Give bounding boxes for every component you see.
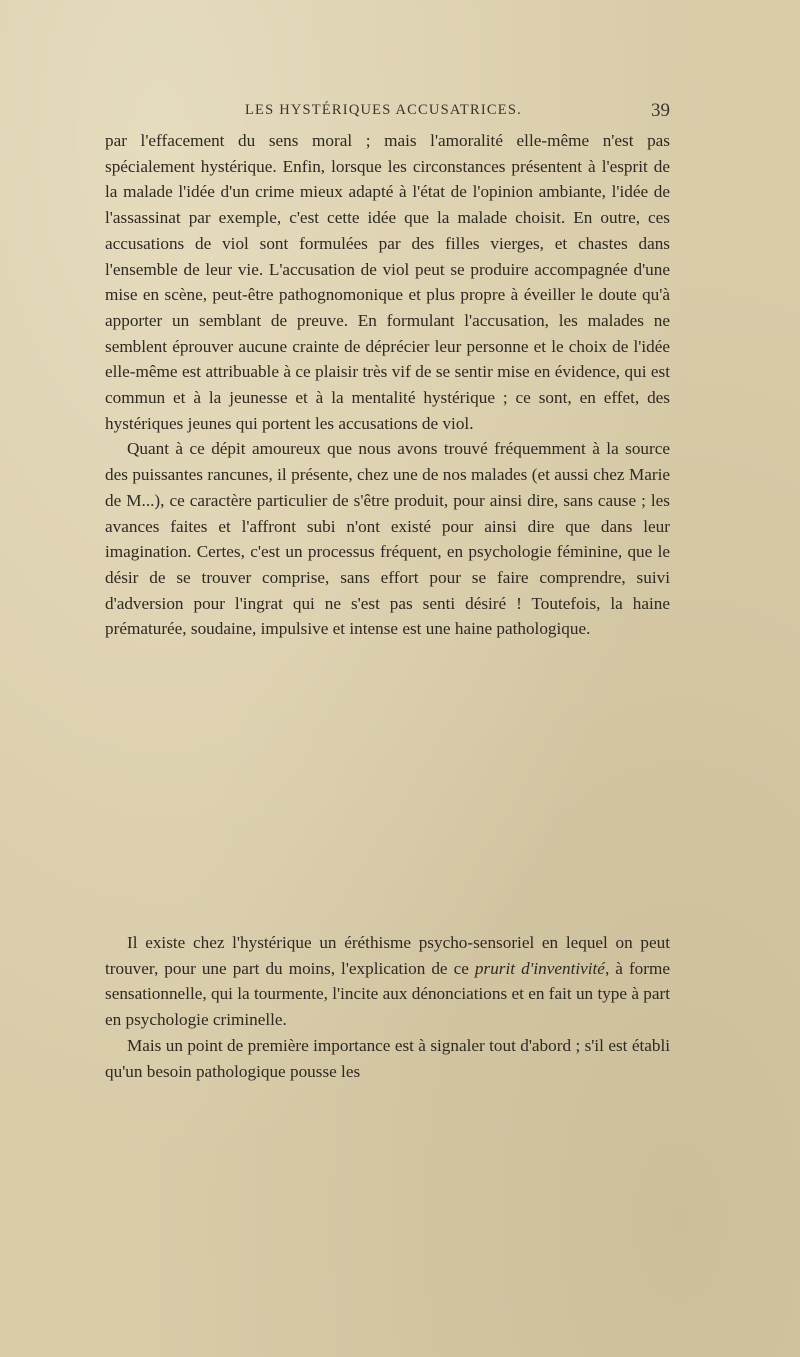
paragraph-depit-amoureux: Quant à ce dépit amoureux que nous avons trouvé fréquemment à la source des puissantes rancunes, il présente, chez une de nos malades (et aussi chez Marie de M...), ce caractère particulier de s'être produit, pour ainsi dire, sans cause ; les avances faites et l'affront subi n'ont existé pour ainsi dire que dans leur imagination. Certes, c'est un processus fréquent, en psychologie féminine, que le désir de se trouver comprise, sans effort pour se faire comprendre, suivi d'adversion pour l'ingrat qui ne s'est pas senti désiré ! Toutefois, la haine prématurée, soudaine, impulsive et intense est une haine pathologique. <box>105 439 670 639</box>
italic-phrase: prurit d'inventivité <box>474 958 605 978</box>
paragraph-point-importance: Mais un point de première importance est à signaler tout d'abord ; s'il est établi qu'un besoin pathologique pousse les <box>105 1035 670 1081</box>
running-title: LES HYSTÉRIQUES ACCUSATRICES. <box>245 102 522 118</box>
running-head <box>105 100 670 126</box>
paragraph-erethisme <box>105 930 670 1033</box>
erethisme-text-end: , à forme sensationnelle, qui la tourmente, l'incite aux dénonciations et en fait un type à part en psychologie criminelle. <box>105 958 670 1030</box>
text-section-2 <box>105 930 670 1084</box>
paragraph-continued: par l'effacement du sens moral ; mais l'amoralité elle-même n'est pas spécialement hystérique. Enfin, lorsque les circonstances présentent à l'esprit de la malade l'idée d'un crime mieux adapté à l'état de l'opinion ambiante, l'idée de l'assassinat par exemple, c'est cette idée que la malade choisit. En outre, ces accusations de viol sont formulées par des filles vierges, et chastes dans l'ensemble de leur vie. L'accusation de viol peut se produire accompagnée d'une mise en scène, peut-être pathognomonique et plus propre à éveiller le doute qu'à apporter un semblant de preuve. En formulant l'accusation, les malades ne semblent éprouver aucune crainte de déprécier leur personne et le choix de l'idée elle-même est attribuable à ce plaisir très vif de se sentir mise en évidence, qui est commun et à la jeunesse et à la mentalité hystérique ; ce sont, en effet, des hystériques jeunes qui portent les accusations de viol. <box>105 131 670 433</box>
erethisme-text-start: Il existe chez l'hystérique un éréthisme psycho-sensoriel en lequel on peut trouver, pour une part du moins, l'explication de ce <box>105 933 670 978</box>
text-section-1 <box>105 128 670 642</box>
page-number: 39 <box>651 100 670 121</box>
